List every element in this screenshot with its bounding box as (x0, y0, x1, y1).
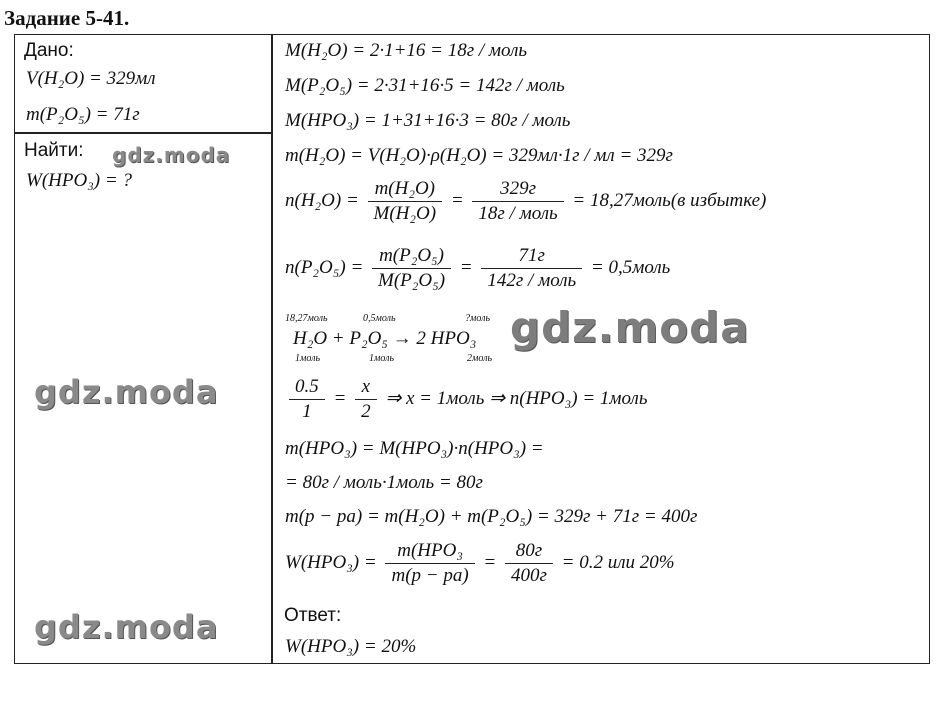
given-mass-p2o5: m(P₂O₅) = 71г (26, 104, 140, 125)
task-title: Задание 5-41. (4, 6, 130, 30)
proportion-fraction-1 (289, 376, 325, 423)
watermark-text: gdz.moda (510, 303, 750, 352)
fraction-denominator: 1 (302, 401, 312, 422)
fraction-numerator: 71г (481, 245, 582, 269)
mass-solution-line: m(р − ра) = m(H₂O) + m(P₂O₅) = 329г + 71г = 400г (285, 506, 698, 527)
answer-value: W(HPO₃) = 20% (285, 636, 417, 657)
fraction-numerator: 329г (472, 178, 563, 202)
molar-mass-water: M(H₂O) = 2·1+16 = 18г / моль (285, 40, 528, 61)
moles-water-rhs: = 18,27моль(в избытке) (572, 189, 767, 211)
fraction-denominator: M(H₂O) (373, 203, 437, 224)
find-target: W(HPO₃) = ? (26, 170, 132, 191)
reaction-formula: H₂O + P₂O₅ → 2 HPO₃ (293, 328, 477, 349)
reaction-amount-hpo3: ?моль (465, 313, 491, 324)
given-label: Дано: (24, 40, 74, 61)
column-divider (271, 34, 273, 664)
moles-water-fraction-2 (472, 178, 563, 225)
fraction-denominator: 18г / моль (478, 203, 558, 224)
molar-mass-hpo3: M(HPO₃) = 1+31+16·3 = 80г / моль (285, 110, 571, 131)
fraction-numerator: m(HPO₃ (385, 540, 474, 564)
reaction-equation (285, 313, 525, 369)
fraction-numerator: 80г (505, 540, 553, 564)
mass-fraction-lhs: W(HPO₃) = (285, 551, 377, 573)
fraction-denominator: m(р − ра) (391, 565, 469, 586)
given-volume-water: V(H₂O) = 329мл (26, 68, 156, 89)
fraction-denominator: 400г (511, 565, 547, 586)
moles-water-lhs: n(H₂O) = (285, 189, 359, 211)
moles-water-line: n(H₂O) = $\frac{\text{m(H₂O)}}{\text{M(H₂O)}}$ = $\frac{329г}{\text{18г / моль}}$ = 18,27моль(в избытке) (285, 178, 767, 224)
moles-p2o5-rhs: = 0,5моль (590, 256, 671, 278)
fraction-denominator: 2 (361, 401, 371, 422)
mass-fraction-rhs: = 0.2 или 20% (561, 551, 675, 573)
proportion-rhs: ⇒ x = 1моль ⇒ n(HPO₃) = 1моль (385, 387, 648, 409)
mass-fraction-fraction-1 (385, 540, 474, 587)
proportion-line: $\frac{0.5}{1}$ = $\frac{x}{2}$ ⇒ x = 1моль ⇒ n(HPO₃) = 1моль (285, 376, 647, 423)
moles-p2o5-fraction-2 (481, 245, 582, 292)
reaction-amount-p2o5: 0,5моль (363, 313, 396, 324)
fraction-denominator: M(P₂O₅) (378, 270, 446, 291)
fraction-numerator: x (355, 376, 377, 400)
proportion-fraction-2 (355, 376, 377, 423)
moles-water-fraction-1 (368, 178, 443, 225)
mass-fraction-line: W(HPO₃) = $\frac{\text{m(HPO₃}}{m(р - ра)}$ = $\frac{80г}{400г}$ = 0.2 или 20% (285, 540, 675, 586)
fraction-numerator: m(P₂O₅) (372, 245, 451, 269)
reaction-coef-water: 1моль (295, 353, 321, 364)
moles-p2o5-line: n(P₂O₅) = $\frac{\text{m(P₂O₅)}}{\text{M(P₂O₅)}}$ = $\frac{71г}{\text{142г / моль}}$ = 0,5моль (285, 245, 671, 291)
fraction-denominator: 142г / моль (487, 270, 577, 291)
fraction-numerator: 0.5 (289, 376, 325, 400)
watermark-text: gdz.moda (34, 373, 219, 411)
reaction-coef-p2o5: 1моль (369, 353, 395, 364)
mass-hpo3-line-2: = 80г / моль·1моль = 80г (285, 472, 483, 493)
watermark-text: gdz.moda (34, 608, 219, 646)
molar-mass-p2o5: M(P₂O₅) = 2·31+16·5 = 142г / моль (285, 75, 565, 96)
row-divider (14, 132, 272, 134)
moles-p2o5-lhs: n(P₂O₅) = (285, 256, 364, 278)
watermark-text: gdz.moda (112, 143, 231, 167)
mass-fraction-fraction-2 (505, 540, 553, 587)
moles-p2o5-fraction-1 (372, 245, 451, 292)
answer-label: Ответ: (284, 605, 342, 626)
fraction-numerator: m(H₂O) (368, 178, 443, 202)
find-label: Найти: (24, 140, 84, 161)
reaction-amount-water: 18,27моль (285, 313, 328, 324)
mass-hpo3-line-1: m(HPO₃) = M(HPO₃)·n(HPO₃) = (285, 438, 544, 459)
mass-water-line: m(H₂O) = V(H₂O)·ρ(H₂O) = 329мл·1г / мл = 329г (285, 145, 673, 166)
reaction-coef-hpo3: 2моль (467, 353, 493, 364)
